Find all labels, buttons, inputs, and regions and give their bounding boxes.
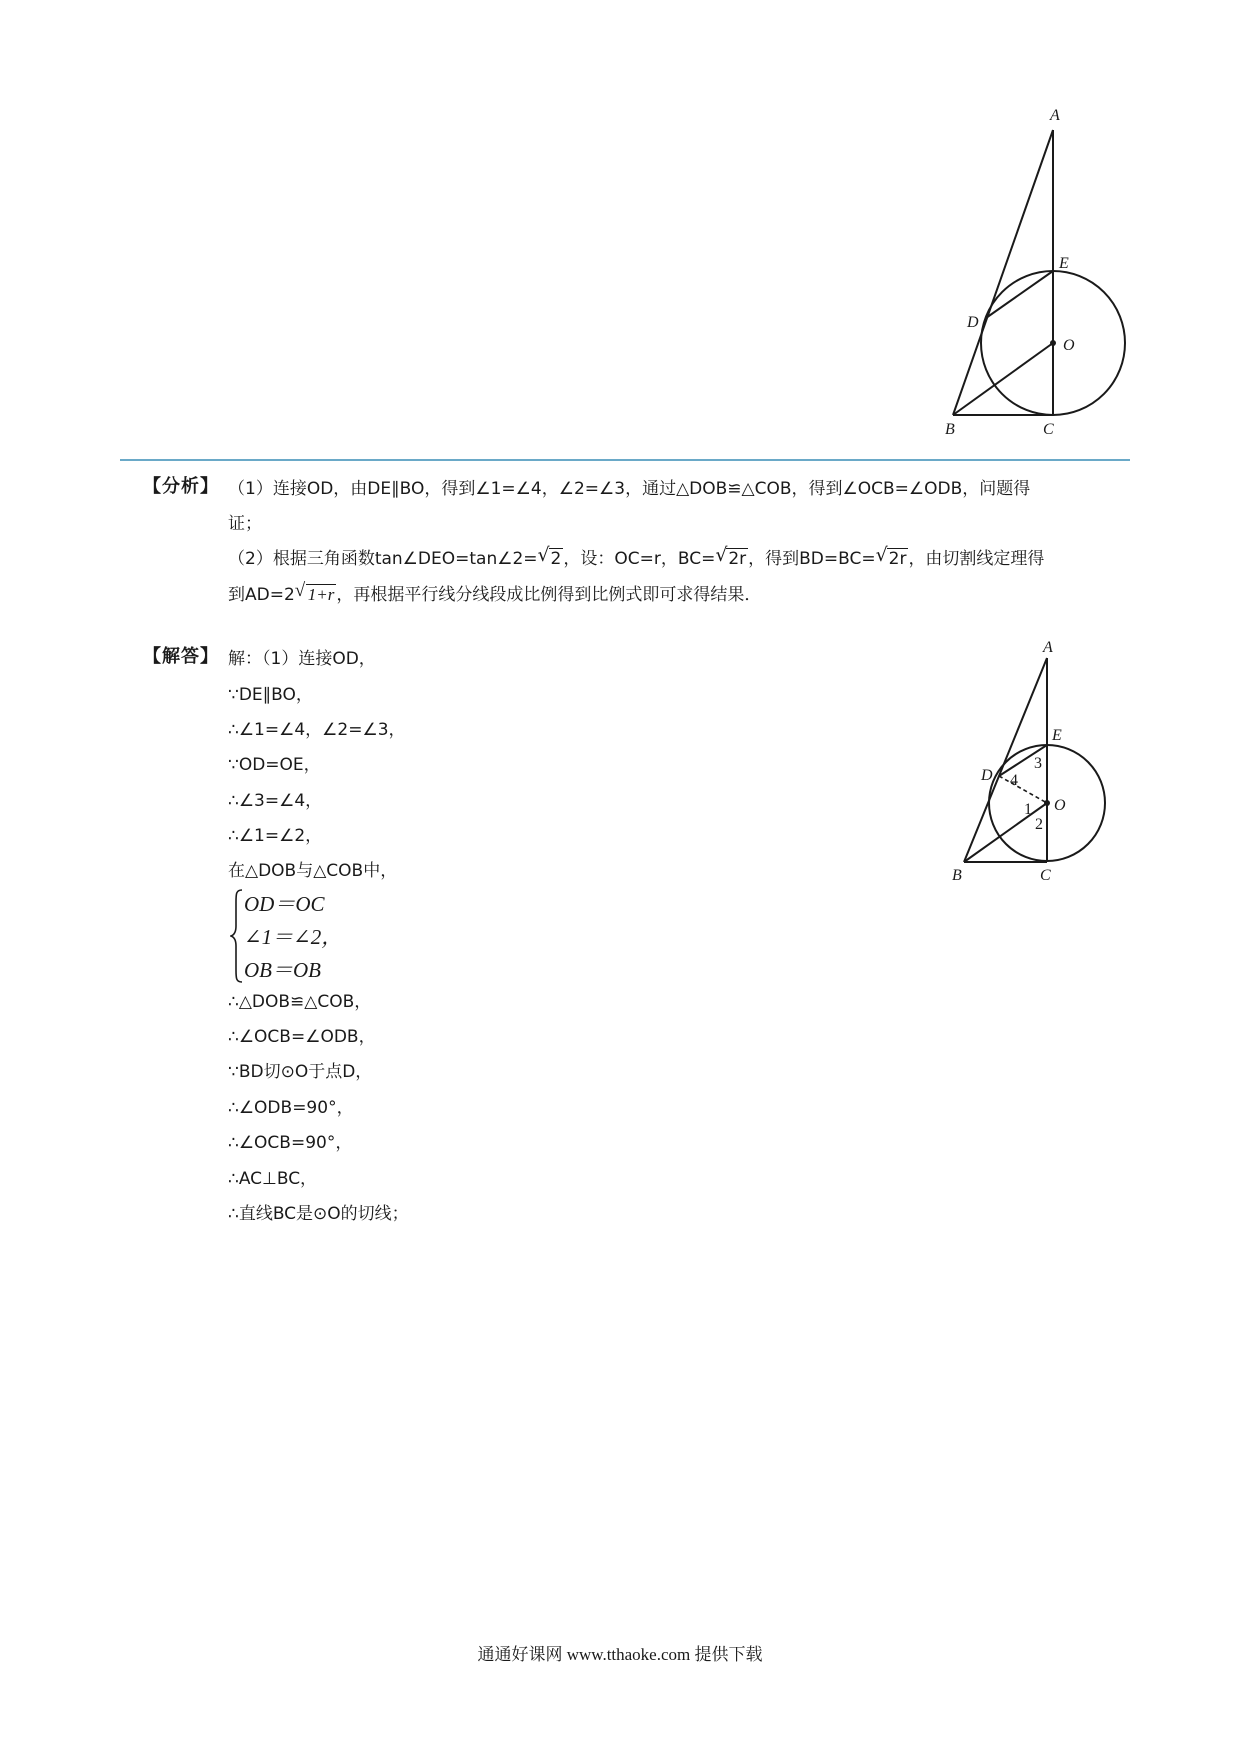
analysis-text-3b: ，设：OC=r，BC=	[563, 549, 716, 569]
angle-label-2: 2	[1035, 816, 1043, 833]
equation-system	[230, 888, 370, 984]
analysis-text-3a: （2）根据三角函数tan∠DEO=tan∠2=	[228, 549, 538, 569]
figure-top	[930, 100, 1150, 450]
solution-line-1: ∵DE∥BO，	[228, 685, 313, 705]
solution-after-1: ∴∠OCB=∠ODB，	[228, 1027, 376, 1047]
angle-label-3: 3	[1034, 755, 1042, 772]
analysis-text-4a: 到AD=2	[228, 585, 295, 605]
solution-line-2: ∴∠1=∠4，∠2=∠3，	[228, 720, 406, 740]
angle-label-4: 4	[1010, 772, 1018, 789]
analysis-text-1: （1）连接OD，由DE∥BO，得到∠1=∠4，∠2=∠3，通过△DOB≌△COB，得到∠OCB=∠ODB，问题得	[228, 479, 1031, 499]
label-o-r: O	[1054, 797, 1066, 814]
label-b-r: B	[952, 867, 962, 884]
analysis-tag: 【分析】	[143, 476, 219, 497]
solution-line-0: 解：（1）连接OD，	[228, 649, 376, 669]
analysis-line-4	[228, 580, 761, 605]
analysis-line-3	[228, 544, 1044, 569]
angle-label-1: 1	[1024, 801, 1032, 818]
solution-line-5: ∴∠1=∠2，	[228, 826, 323, 846]
system-row-2: ∠1＝∠2，	[244, 925, 343, 949]
label-a-r: A	[1043, 639, 1053, 656]
sqrt-2: √ 2	[549, 548, 564, 569]
system-row-1: OD＝OC	[244, 892, 325, 916]
geometry-figure-top	[930, 100, 1150, 450]
label-o: O	[1063, 337, 1075, 354]
center-dot-r	[1044, 800, 1050, 806]
analysis-text-3d: ，由切割线定理得	[908, 549, 1045, 569]
analysis-text-4b: ，再根据平行线分线段成比例得到比例式即可求得结果．	[336, 585, 762, 605]
solution-after-2: ∵BD切⊙O于点D，	[228, 1062, 373, 1082]
solution-tag: 【解答】	[143, 646, 219, 667]
label-d-r: D	[981, 767, 993, 784]
label-c-r: C	[1040, 867, 1051, 884]
solution-after-4: ∴∠OCB=90°，	[228, 1133, 353, 1153]
sqrt-2r: √ 2r	[726, 548, 748, 569]
solution-after-0: ∴△DOB≌△COB，	[228, 992, 372, 1012]
segment-bo	[953, 343, 1053, 415]
segment-od-dashed	[999, 776, 1047, 803]
analysis-text-3c: ，得到BD=BC=	[748, 549, 876, 569]
system-row-3: OB＝OB	[244, 958, 321, 982]
solution-after-3: ∴∠ODB=90°，	[228, 1098, 354, 1118]
label-e: E	[1059, 255, 1069, 272]
solution-line-4: ∴∠3=∠4，	[228, 791, 323, 811]
left-brace-icon	[230, 888, 244, 984]
analysis-line-2	[228, 509, 262, 534]
analysis-text-2: 证；	[228, 514, 262, 534]
label-e-r: E	[1052, 727, 1062, 744]
figure-right	[940, 630, 1120, 885]
solution-line-6: 在△DOB与△COB中，	[228, 861, 398, 881]
label-c: C	[1043, 421, 1054, 438]
center-dot	[1050, 340, 1056, 346]
geometry-figure-right	[940, 630, 1120, 885]
sqrt-1-plus-r: √ 1+r	[306, 584, 337, 605]
section-divider	[120, 459, 1130, 461]
solution-line-3: ∵OD=OE，	[228, 755, 321, 775]
label-d: D	[967, 314, 979, 331]
solution-after-5: ∴AC⊥BC，	[228, 1169, 318, 1189]
label-b: B	[945, 421, 955, 438]
label-a: A	[1050, 107, 1060, 124]
page-footer: 通通好课网 www.tthaoke.com 提供下载	[477, 1645, 763, 1664]
sqrt-2r-bd: √ 2r	[887, 548, 909, 569]
analysis-line-1	[228, 474, 1030, 499]
solution-after-6: ∴直线BC是⊙O的切线；	[228, 1204, 409, 1224]
